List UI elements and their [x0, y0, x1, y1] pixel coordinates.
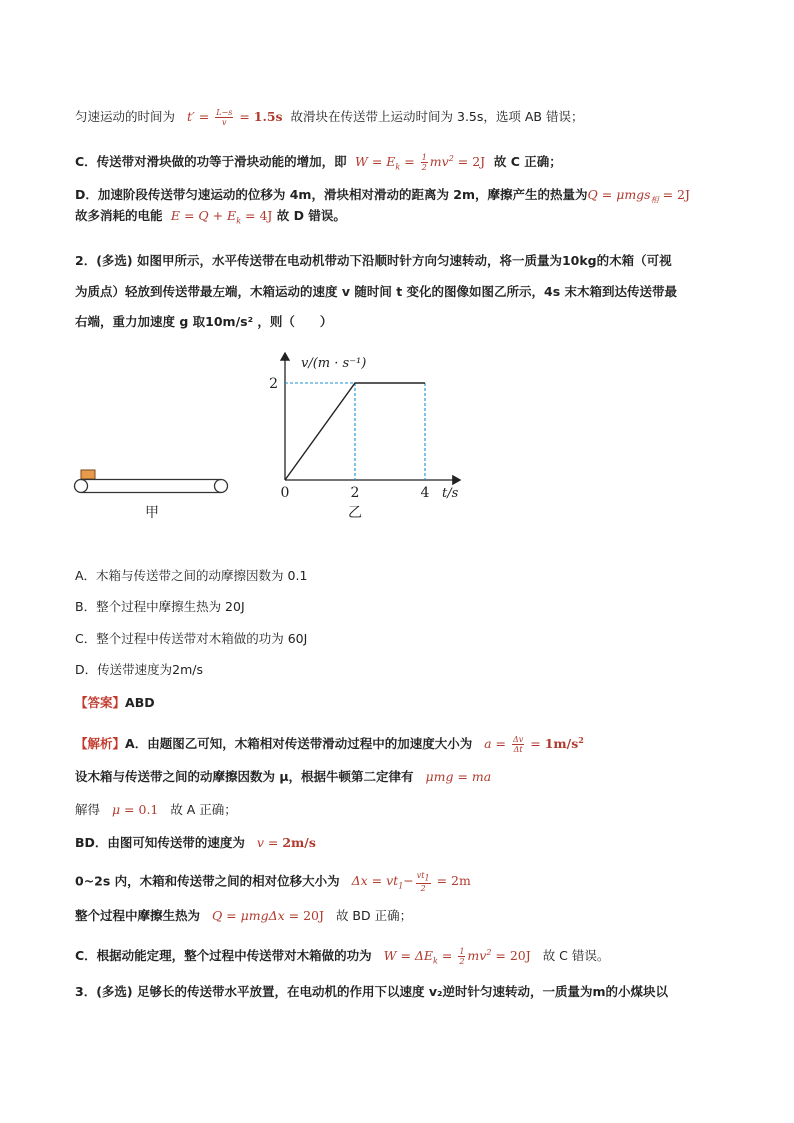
- text: 设木箱与传送带之间的动摩擦因数为 μ，根据牛顿第二定律有: [75, 769, 414, 784]
- x-tick-label: 0: [280, 485, 290, 501]
- text: C．传送带对滑块做的功等于滑块动能的增加，即: [75, 154, 347, 170]
- question-line: 右端，重力加速度 g 取10m/s² ，则（ ）: [75, 314, 333, 329]
- formula: a = $\frac{\Delta v}{\Delta t}$ = $1m/s^2$: [476, 735, 584, 755]
- text-line: [75, 207, 346, 231]
- y-tick-label: 2: [269, 376, 278, 392]
- text: 故 D 错误。: [276, 208, 346, 223]
- formula: Q = μmgΔx = 20J: [204, 908, 325, 923]
- text: 故多消耗的电能: [75, 208, 163, 223]
- formula: v = 2m/s: [248, 835, 316, 850]
- text: 故 A 正确；: [170, 802, 237, 817]
- text: 故滑块在传送带上运动时间为 3.5s，选项 AB 错误；: [290, 109, 584, 124]
- text: 0~2s 内，木箱和传送带之间的相对位移大小为: [75, 873, 340, 889]
- text: 整个过程中摩擦生热为: [75, 908, 201, 923]
- x-axis-label: t/s: [442, 486, 459, 501]
- x-tick-label: 2: [350, 485, 360, 501]
- y-axis-label: v/(m · s⁻¹): [301, 356, 367, 371]
- analysis-line: [75, 731, 584, 754]
- analysis-line: [75, 871, 471, 896]
- text: D．加速阶段传送带匀速运动的位移为 4m，滑块相对滑动的距离为 2m，摩擦产生的热量为: [75, 187, 588, 202]
- answer-label: 【答案】: [75, 695, 126, 710]
- question-line: 为质点）轻放到传送带最左端，木箱运动的速度 v 随时间 t 变化的图像如图乙所示，4s 末木箱到达传送带最: [75, 284, 678, 299]
- velocity-time-graph: [255, 345, 470, 525]
- belt-left-wheel: [75, 480, 88, 493]
- text: A．由题图乙可知，木箱相对传送带滑动过程中的加速度大小为: [125, 736, 473, 752]
- answer-line: [75, 694, 155, 712]
- text: 匀速运动的时间为: [75, 109, 176, 124]
- option-a: A．木箱与传送带之间的动摩擦因数为 0.1: [75, 568, 308, 583]
- belt-caption: 甲: [145, 505, 159, 521]
- analysis-line: [75, 834, 316, 852]
- analysis-line: [75, 907, 412, 925]
- belt-right-wheel: [215, 480, 228, 493]
- analysis-label: 【解析】: [75, 736, 126, 752]
- graph-caption: 乙: [348, 505, 362, 521]
- formula: μ = 0.1: [104, 802, 159, 817]
- block: [81, 470, 95, 479]
- formula: $W = E_k$ = $\frac{1}{2}$ $mv^2 = 2J$: [351, 153, 486, 173]
- analysis-line: [75, 801, 237, 819]
- text-line: [75, 150, 562, 177]
- option-b: B．整个过程中摩擦生热为 20J: [75, 599, 245, 614]
- formula: μmg = ma: [417, 769, 492, 784]
- text: 故 C 正确；: [493, 154, 562, 170]
- belt-figure: [70, 350, 240, 525]
- formula: $\Delta x = vt_1-$ $\frac{vt_1}{2}$ = 2m: [343, 871, 471, 893]
- answer-value: ABD: [125, 695, 155, 710]
- text: 故 C 错误。: [542, 948, 610, 964]
- x-tick-label: 4: [420, 485, 430, 501]
- formula: $W = \Delta E_k$ = $\frac{1}{2}$ $mv^2 = 20J$: [375, 947, 531, 967]
- formula: t′ = $\frac{L-s}{v}$ = 1.5s: [179, 108, 283, 127]
- analysis-line: [75, 944, 609, 971]
- text: C．根据动能定理，整个过程中传送带对木箱做的功为: [75, 948, 372, 964]
- text: 故 BD 正确；: [335, 908, 413, 923]
- option-d: D．传送带速度为2m/s: [75, 662, 203, 677]
- option-c: C．整个过程中传送带对木箱做的功为 60J: [75, 631, 308, 646]
- formula: Q = μmgs$_相$ = 2J: [587, 187, 690, 205]
- question-line: 3．(多选) 足够长的传送带水平放置，在电动机的作用下以速度 v₂逆时针匀速转动，一质量为m的小煤块以: [75, 984, 668, 999]
- question-line: 2．(多选) 如图甲所示，水平传送带在电动机带动下沿顺时针方向匀速转动，将一质量为10kg的木箱（可视: [75, 253, 672, 268]
- text: BD．由图可知传送带的速度为: [75, 835, 245, 850]
- analysis-line: [75, 768, 491, 786]
- text-line: [75, 108, 583, 127]
- text: 解得: [75, 802, 101, 817]
- text-line: [75, 186, 690, 210]
- formula: $E = Q + E_k = 4J$: [166, 208, 273, 226]
